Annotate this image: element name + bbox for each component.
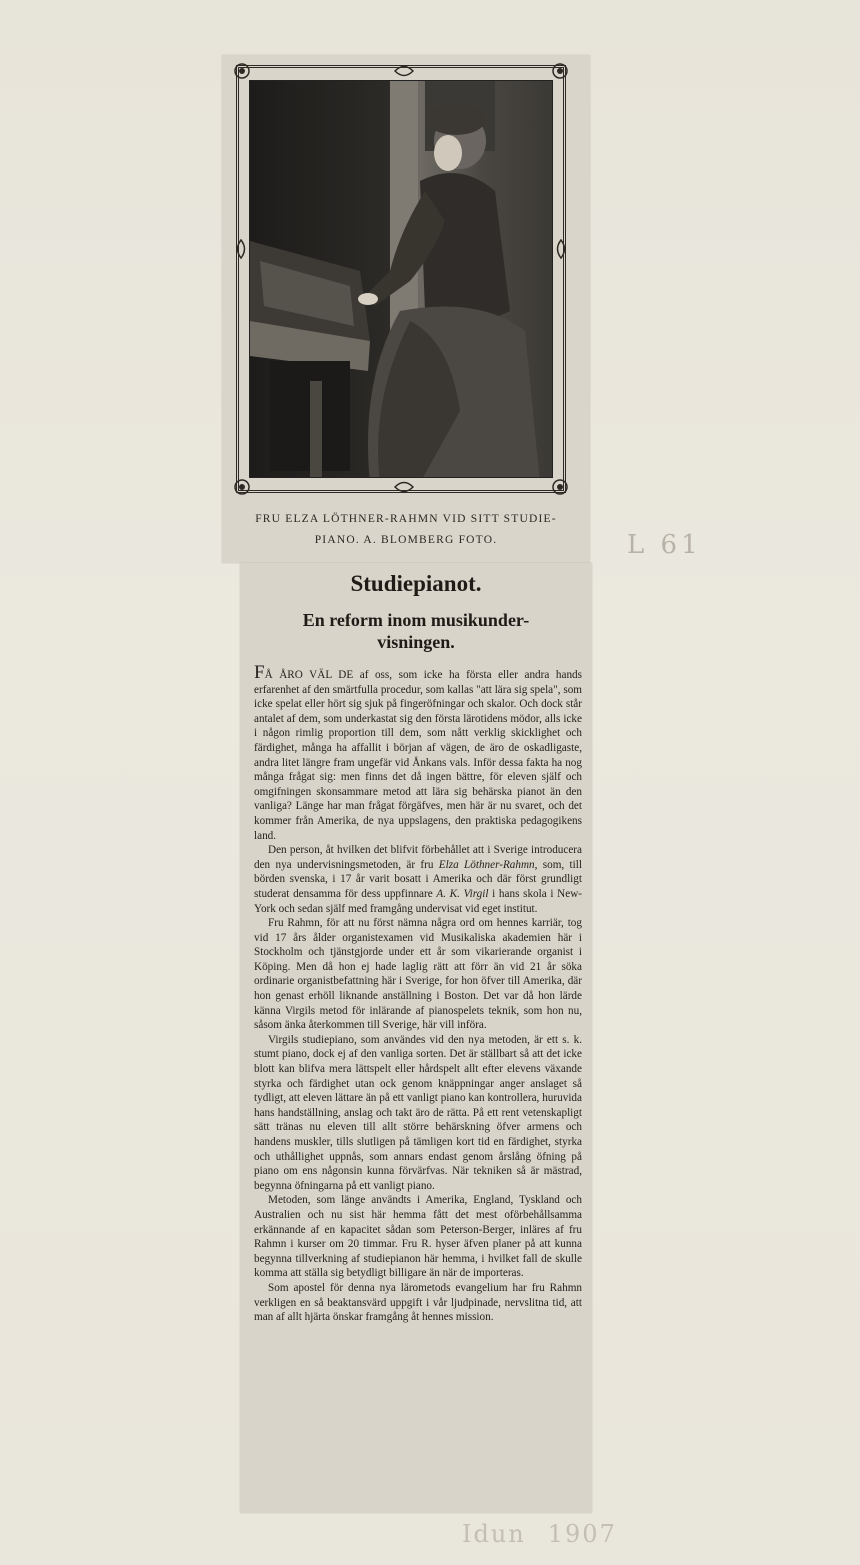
bottom-ornament-icon [393, 476, 415, 498]
photo-caption [222, 509, 590, 551]
article-title: Studiepianot. [350, 571, 482, 596]
article-subtitle: En reform inom musikunder- visningen. [302, 610, 530, 652]
caption-line: PIANO. A. BLOMBERG FOTO. [314, 534, 498, 546]
photo-clipping [222, 55, 590, 563]
paragraph: Som apostel för denna nya lärometods evangelium har fru Rahmn verkligen en så beaktansvärd uppgift i vår ljudpinade, nervslitna tid, att man af allt hjärta önskar framgång åt hennes mission. [254, 1281, 582, 1324]
side-ornament-icon [550, 238, 572, 260]
corner-ornament-icon [231, 476, 253, 498]
paragraph: Den person, åt hvilken det blifvit förbehållet att i Sverige introducera den nya undervisningsmetoden, är fru Elza Löthner-Rahmn, som, till börden svenska, i 17 år varit bosatt i Amerika och där först grundligt studerat densamma för dess uppfinnare A. K. Virgil i hans skola i New-York och sedan själf med framgång undervisat vid eget institut. [254, 844, 582, 915]
corner-ornament-icon [231, 60, 253, 82]
corner-ornament-icon [549, 476, 571, 498]
photo-illustration [250, 81, 552, 477]
photograph-woman-at-piano [250, 81, 552, 477]
person-name: Elza Löthner-Rahmn [438, 858, 535, 871]
inventor-name: A. K. Virgil [436, 887, 489, 900]
ornamental-frame [236, 65, 566, 493]
handwritten-source-note: Idun 1907 [462, 1520, 617, 1548]
article-body [254, 662, 582, 1325]
paragraph: Virgils studiepiano, som användes vid den nya metoden, är ett s. k. stumt piano, dock ej af den vanliga sorten. Det är ställbart så att det icke blott kan blifva mera lättspelt eller hårdspelt allt efter elevens växande styrka och färdighet utan ock genom knäppningar anger anslaget så tydligt, att eleven lättare än på ett vanligt piano kan kontrollera, huruvida hans handställning, anslag och takt äro de rätta. På ett rent vetenskapligt sätt tränas nu eleven till allt större behärskning öfver armens och handens muskler, tills slutligen på tämligen kort tid en färdighet, styrka och uthållighet uppnås, som annars endast genom årslång öfning på piano om ens någonsin kunna förvärfvas. När tekniken så är mästrad, begynna öfningarna på ett vanligt piano. [254, 1033, 582, 1192]
caption-line: FRU ELZA LÖTHNER-RAHMN VID SITT STUDIE- [255, 513, 557, 525]
article-clipping [240, 563, 592, 1513]
paragraph: Metoden, som länge användts i Amerika, England, Tyskland och Australien och nu sist här hemma fått det mest oförbehållsamma erkännande af en kapacitet sådan som Peterson-Berger, inläres af fru Rahmn i kurser om 20 timmar. Fru R. hyser äfven planer på att kunna begynna tillverkning af studiepianon här hemma, i hvilket fall de skulle komma att ställa sig betydligt billigare än när de importeras. [254, 1194, 582, 1280]
top-ornament-icon [393, 60, 415, 82]
paragraph: FÅ ÅRO VÄL DE af oss, som icke ha första eller andra hands erfarenhet af den smärtfulla procedur, som kallas "att lära sig spela", som icke spelat eller hört sig sjuk på fingeröfningar och skalor. Och dock står antalet af dem, som underkastat sig den första lärotidens mödor, alls icke i någon rimlig proportion till dem, som nått verklig skicklighet och färdighet, många ha affallit i början af vägen, de äro de oskadligaste, andra litet längre fram ungefär vid Ånkans vals. Inför dessa fakta ha nog många frågat sig: men finns det då ingen bättre, för eleven själf och omgifningen skonsammare metod att lära sig behärska pianot än den vanliga? Länge har man frågat förgäfves, men här är nu svaret, och det kommer från Amerika, de nya uppslagens, den praktiska pedagogikens land. [254, 662, 582, 842]
handwritten-catalog-note: L 61 [627, 530, 702, 560]
paragraph: Fru Rahmn, för att nu först nämna några ord om hennes karriär, tog vid 17 års ålder organistexamen vid Musikaliska akademien här i Stockholm och tjänstgjorde under ett år som vikarierande organist i Köping. Men då hon ej hade laglig rätt att förr än vid 21 år söka ordinarie organistbefattning här i Sverige, for hon öfver till Amerika, där hon genast erhöll liknande anställning i Boston. Det var då hon lärde känna Virgils metod för inlärande af pianospelets teknik, som hon nu, såsom änka återkommen till Sverige, här vill införa. [254, 917, 582, 1032]
corner-ornament-icon [549, 60, 571, 82]
side-ornament-icon [230, 238, 252, 260]
drop-cap: F [254, 662, 265, 683]
